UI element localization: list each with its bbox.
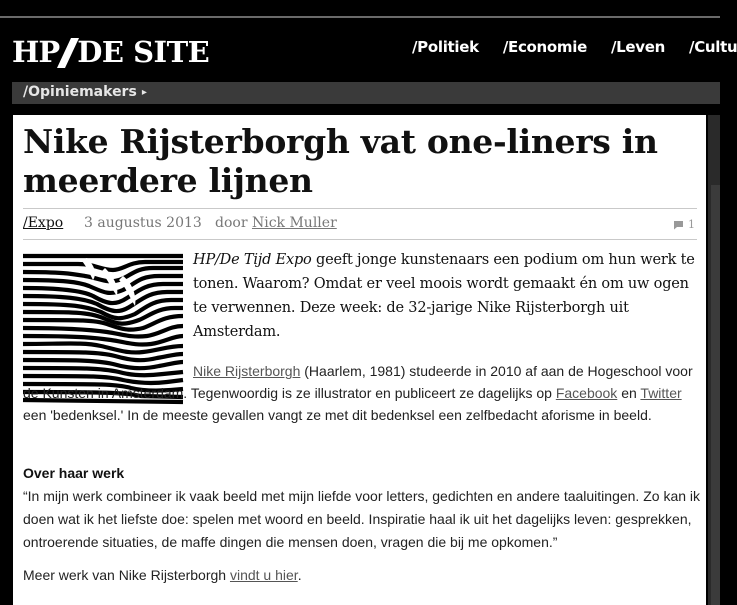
publish-date: 3 augustus 2013 (84, 215, 202, 231)
speech-bubble-icon (673, 220, 684, 230)
nav-economie[interactable]: /Economie (502, 38, 587, 56)
nav-leven[interactable]: /Leven (610, 38, 666, 56)
artist-quote: “In mijn werk combineer ik vaak beeld met mijn liefde voor letters, gedichten en andere taaluitingen. Zo kan ik doen wat ik het liefste doe: spelen met woord en beeld. Inspiratie haal ik uit het dagelijks leven: gesprekken, ontroerende situaties, de maffe dingen die mensen doen, vragen die bij me opkomen.” (23, 488, 701, 550)
logo-slash-icon (57, 34, 79, 70)
more-work (23, 567, 302, 583)
article-title: Nike Rijsterborgh vat one-liners in meerdere lijnen (23, 122, 658, 200)
chevron-right-icon: ▸ (141, 87, 147, 98)
site-header (0, 0, 737, 82)
byline-label: door (215, 215, 248, 231)
twitter-link[interactable]: Twitter (640, 385, 682, 401)
article-card (13, 115, 706, 605)
sidebar-strip (708, 115, 720, 605)
more-text: Meer werk van Nike Rijsterborgh (23, 567, 230, 583)
breadcrumb-label: /Opiniemakers (23, 84, 137, 100)
facebook-link[interactable]: Facebook (555, 385, 618, 401)
logo-right-text: DE SITE (77, 35, 210, 69)
more-end: . (297, 567, 302, 583)
comment-count-value: 1 (688, 218, 695, 231)
article-paragraph-1 (23, 360, 703, 426)
category-link[interactable]: /Expo (23, 215, 64, 231)
lead-text: geeft jonge kunstenaars een podium om hun werk te tonen. Waarom? Omdat er veel moois wordt gemaakt én om uw ogen te verwennen. Deze week: de 32-jarige Nike Rijsterborgh uit Amsterdam. (193, 252, 695, 340)
comment-count[interactable] (673, 218, 695, 231)
article-meta (23, 208, 697, 240)
article-lead (193, 248, 698, 344)
sub-nav-bar (12, 82, 720, 104)
p1-text-b: en (617, 385, 641, 401)
logo-left-text: HP (12, 35, 60, 69)
lead-italic: HP/De Tijd Expo (193, 252, 312, 268)
p1-text-c: een 'bedenksel.' In de meeste gevallen vangt ze met dit bedenksel een zelfbedacht aforisme in beeld. (23, 407, 652, 423)
section-heading: Over haar werk (23, 465, 125, 481)
nav-politiek[interactable]: /Politiek (412, 38, 479, 56)
byline (215, 215, 337, 231)
main-nav (412, 38, 737, 56)
header-divider (0, 16, 720, 18)
site-logo[interactable] (12, 34, 209, 70)
more-work-link[interactable]: vindt u hier (229, 567, 298, 583)
author-link[interactable]: Nick Muller (251, 215, 337, 231)
artist-link[interactable]: Nike Rijsterborgh (193, 363, 301, 379)
breadcrumb-opiniemakers[interactable] (23, 84, 147, 100)
nav-cultuur[interactable]: /Cultu (689, 38, 737, 56)
p1-text-a: (Haarlem, 1981) studeerde in 2010 af aan de Hogeschool voor de Kunsten in Amsterdam. Tegenwoordig is ze illustrator en publiceert ze dagelijks op (23, 363, 693, 401)
sidebar-panel (711, 185, 720, 605)
